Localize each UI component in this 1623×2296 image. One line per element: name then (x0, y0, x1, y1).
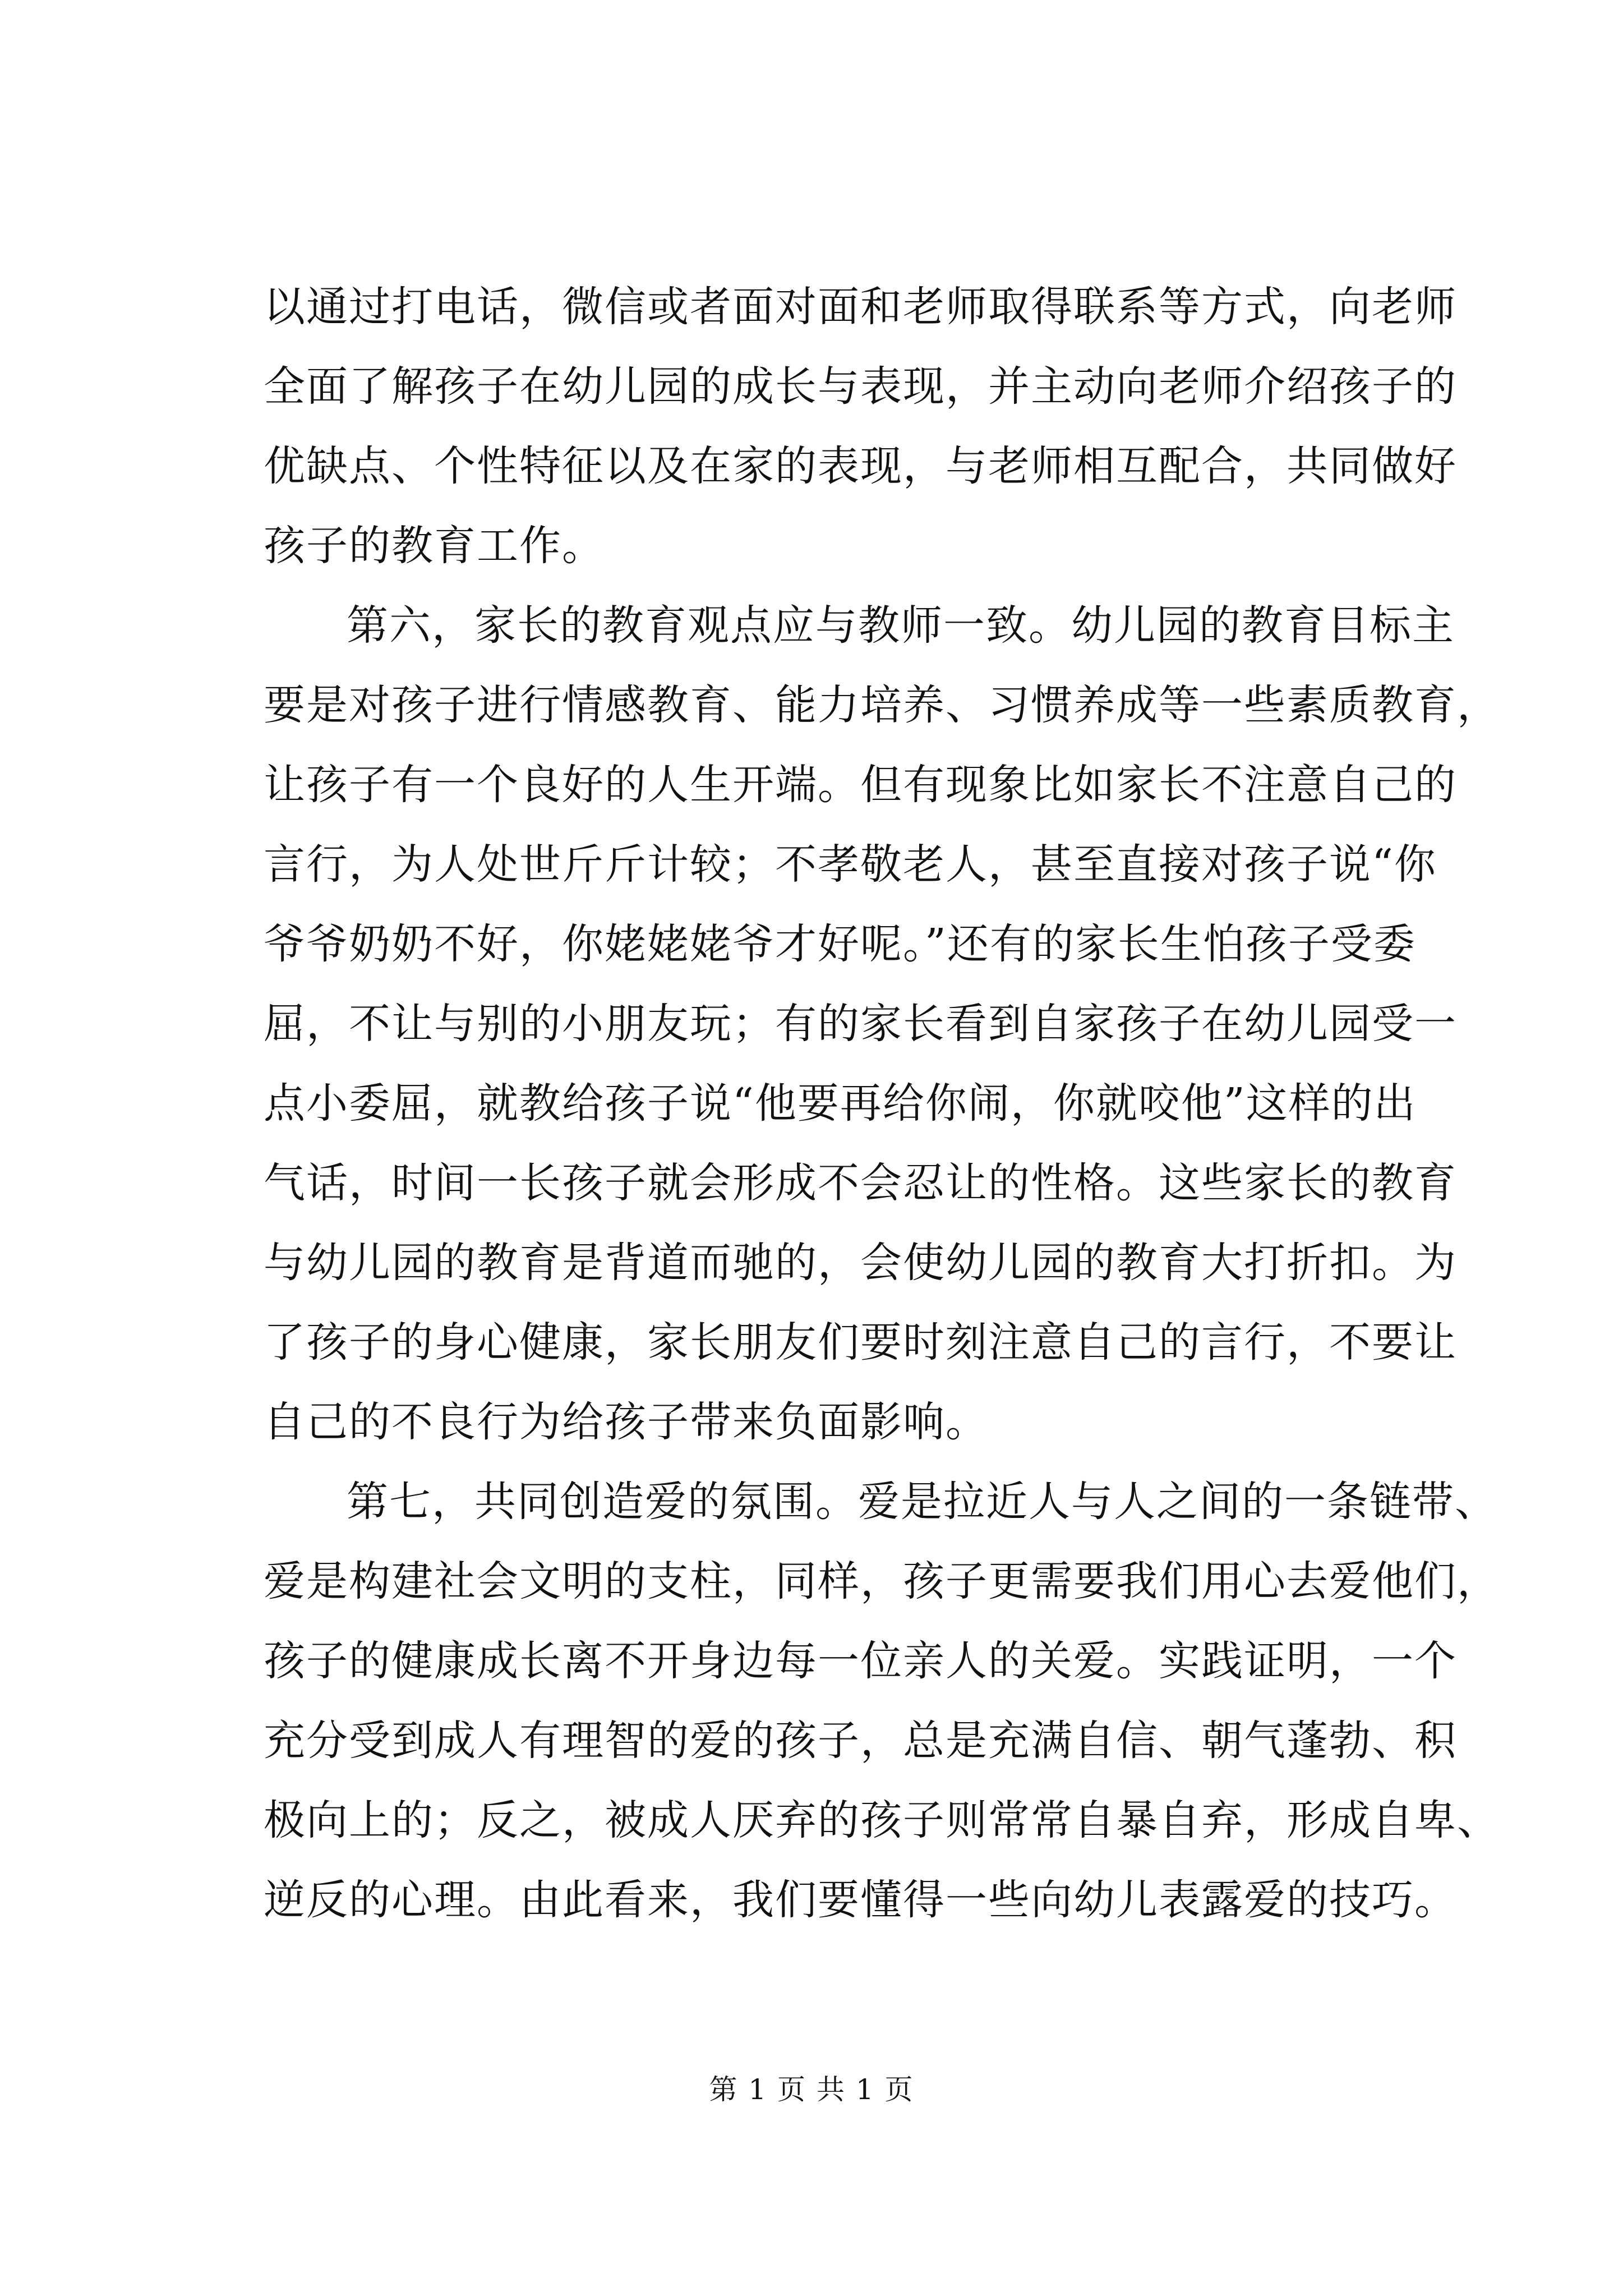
text-line: 充分受到成人有理智的爱的孩子，总是充满自信、朝气蓬勃、积 (264, 1717, 1457, 1765)
text-line: 屈，不让与别的小朋友玩；有的家长看到自家孩子在幼儿园受一 (264, 1000, 1457, 1048)
paragraph-2 (264, 586, 1500, 1462)
paragraph-3 (264, 1462, 1500, 1940)
page-footer: 第 1 页 共 1 页 (709, 2073, 914, 2106)
text-line: 让孩子有一个良好的人生开端。但有现象比如家长不注意自己的 (264, 761, 1457, 809)
text-line: 优缺点、个性特征以及在家的表现，与老师相互配合，共同做好 (264, 442, 1457, 490)
text-line: 自己的不良行为给孩子带来负面影响。 (264, 1398, 988, 1446)
text-line: 气话，时间一长孩子就会形成不会忍让的性格。这些家长的教育 (264, 1159, 1457, 1207)
document-body (264, 267, 1500, 1940)
text-line: 了孩子的身心健康，家长朋友们要时刻注意自己的言行，不要让 (264, 1318, 1457, 1366)
paragraph-1 (264, 267, 1457, 586)
text-line: 第六，家长的教育观点应与教师一致。幼儿园的教育目标主 (347, 601, 1455, 650)
text-line: 爱是构建社会文明的支柱，同样，孩子更需要我们用心去爱他们， (264, 1557, 1500, 1605)
text-line: 逆反的心理。由此看来，我们要懂得一些向幼儿表露爱的技巧。 (264, 1876, 1457, 1924)
text-line: 点小委屈，就教给孩子说“他要再给你闹，你就咬他”这样的出 (264, 1079, 1417, 1128)
text-line: 极向上的；反之，被成人厌弃的孩子则常常自暴自弃，形成自卑、 (264, 1796, 1500, 1844)
text-line: 言行，为人处世斤斤计较；不孝敬老人，甚至直接对孩子说“你 (264, 840, 1437, 889)
text-line: 全面了解孩子在幼儿园的成长与表现，并主动向老师介绍孩子的 (264, 362, 1457, 411)
text-line: 要是对孩子进行情感教育、能力培养、习惯养成等一些素质教育， (264, 681, 1500, 729)
text-line: 孩子的健康成长离不开身边每一位亲人的关爱。实践证明，一个 (264, 1637, 1457, 1685)
text-line: 爷爷奶奶不好，你姥姥姥爷才好呢。”还有的家长生怕孩子受委 (264, 920, 1416, 968)
text-line: 第七，共同创造爱的氛围。爱是拉近人与人之间的一条链带、 (347, 1478, 1497, 1526)
text-line: 与幼儿园的教育是背道而驰的，会使幼儿园的教育大打折扣。为 (264, 1239, 1457, 1287)
text-line: 以通过打电话，微信或者面对面和老师取得联系等方式，向老师 (264, 283, 1457, 331)
text-line: 孩子的教育工作。 (264, 522, 605, 570)
